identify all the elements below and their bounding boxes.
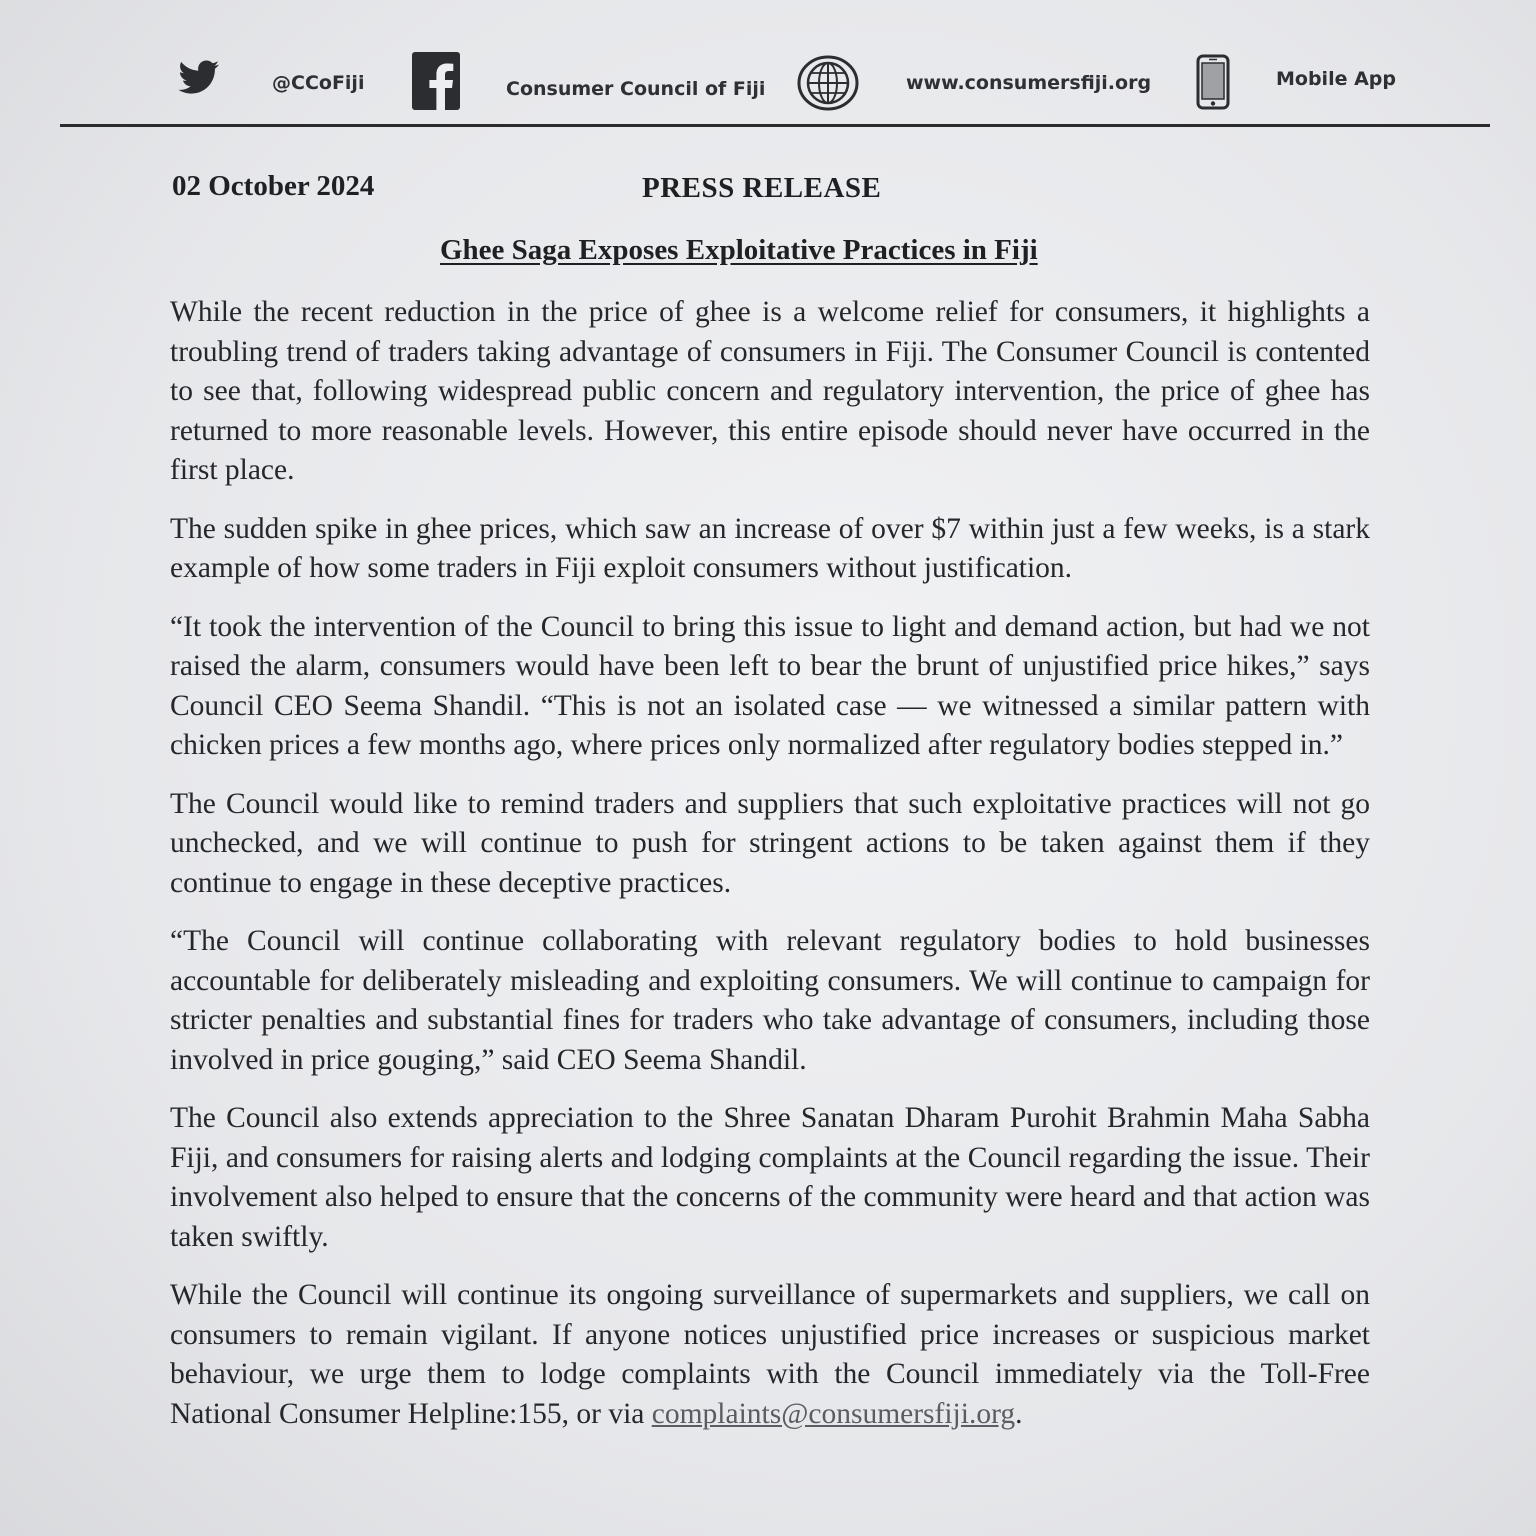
facebook-f-icon bbox=[412, 52, 460, 110]
paragraph: The Council also extends appreciation to the Shree Sanatan Dharam Purohit Brahmin Maha Sabha Fiji, and consumers for raising alerts and lodging complaints at the Council regarding the issue. Their involvement also helped to ensure that the concerns of the community were heard and that action was taken swiftly. bbox=[170, 1102, 1370, 1253]
paragraph: “It took the intervention of the Council to bring this issue to light and demand action, but had we not raised the alarm, consumers would have been left to bear the brunt of unjustified price hikes,” says Council CEO Seema Shandil. “This is not an isolated case — we witnessed a similar pattern with chicken prices a few months ago, where prices only normalized after regulatory bodies stepped in.” bbox=[170, 610, 1370, 761]
paragraph: While the recent reduction in the price of ghee is a welcome relief for consumers, it highlights a troubling trend of traders taking advantage of consumers in Fiji. The Consumer Council is contented to see that, following widespread public concern and regulatory intervention, the price of ghee has returned to more reasonable levels. However, this entire episode should never have occurred in the first place. bbox=[170, 296, 1370, 486]
website-link[interactable]: www.consumersfiji.org bbox=[906, 72, 1152, 94]
press-release-label: PRESS RELEASE bbox=[642, 172, 882, 204]
paragraph: The Council would like to remind traders and suppliers that such exploitative practices will not go unchecked, and we will continue to push for stringent actions to be taken against them if they continue to engage in these deceptive practices. bbox=[170, 787, 1370, 899]
closing-paragraph bbox=[170, 1276, 1370, 1434]
paragraph: “The Council will continue collaborating with relevant regulatory bodies to hold businesses accountable for deliberately misleading and exploiting consumers. We will continue to campaign for stricter penalties and substantial fines for traders who take advantage of consumers, including those involved in price gouging,” said CEO Seema Shandil. bbox=[170, 925, 1370, 1076]
paragraph: The sudden spike in ghee prices, which saw an increase of over $7 within just a few weeks, is a stark example of how some traders in Fiji exploit consumers without justification. bbox=[170, 512, 1370, 584]
mobile-app-label[interactable]: Mobile App bbox=[1276, 68, 1396, 90]
mobile-phone-icon bbox=[1196, 54, 1230, 110]
contact-header bbox=[60, 40, 1490, 127]
facebook-page-name[interactable]: Consumer Council of Fiji bbox=[506, 78, 766, 100]
release-body bbox=[170, 293, 1370, 1453]
release-headline: Ghee Saga Exposes Exploitative Practices in Fiji bbox=[440, 234, 1038, 266]
release-date: 02 October 2024 bbox=[172, 170, 375, 202]
closing-period: . bbox=[1015, 1397, 1023, 1430]
closing-text: While the Council will continue its ongoing surveillance of supermarkets and suppliers, we call on consumers to remain vigilant. If anyone notices unjustified price increases or suspicious market behaviour, we urge them to lodge complaints with the Council immediately via the Toll-Free National Consumer Helpline:155, or via bbox=[170, 1279, 1370, 1430]
twitter-bird-icon bbox=[178, 60, 220, 96]
globe-icon bbox=[796, 54, 860, 112]
twitter-handle[interactable]: @CCoFiji bbox=[272, 72, 365, 94]
complaints-email-link[interactable]: complaints@consumersfiji.org bbox=[651, 1397, 1016, 1430]
